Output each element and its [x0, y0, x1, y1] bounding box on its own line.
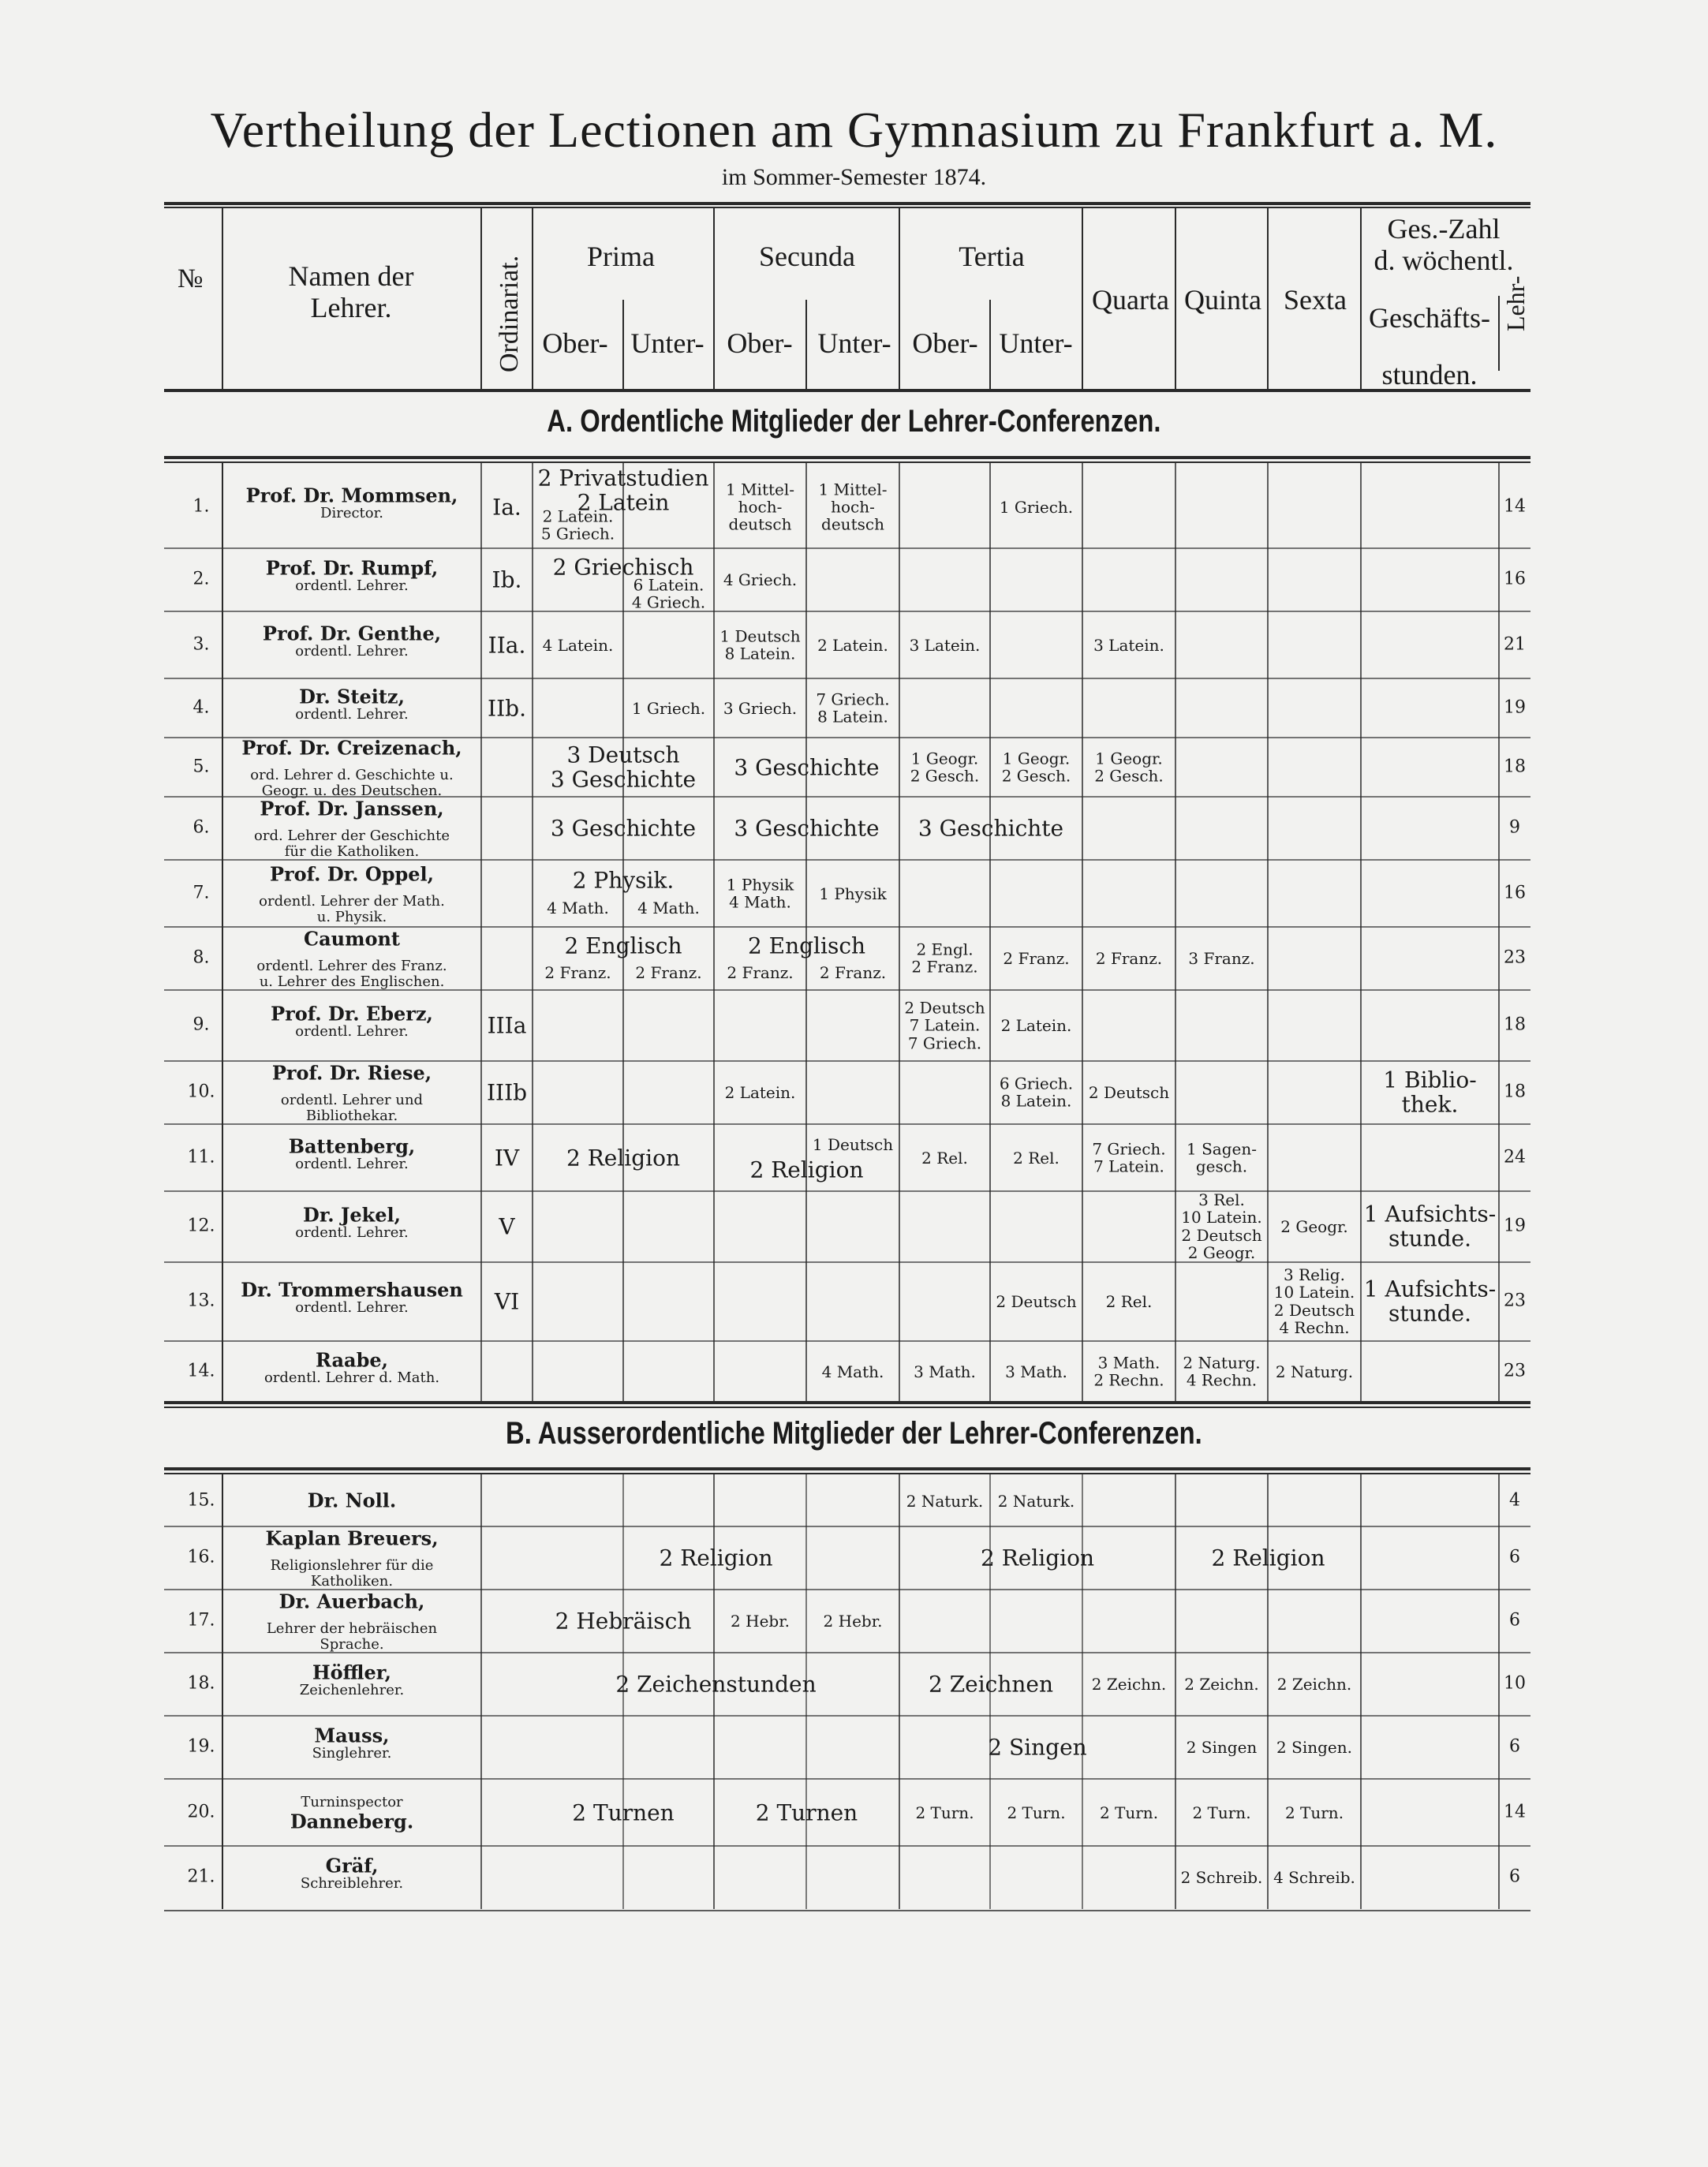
weekly-hours-total: 16 — [1504, 883, 1526, 903]
rows-cell-tert-unter: 2 Franz. — [1003, 948, 1070, 968]
rows-cell-sec-unter: 7 Griech. 8 Latein. — [816, 689, 890, 727]
rows_b-row-number: 16. — [187, 1547, 215, 1567]
rows_b-row-number: 18. — [187, 1673, 215, 1694]
ordinariat-class: Ia. — [492, 493, 521, 520]
weekly-hours-total: 23 — [1504, 1291, 1526, 1311]
teacher-name: Prof. Dr. Genthe, — [262, 622, 442, 645]
rows-cell-quarta: 2 Franz. — [1095, 948, 1163, 968]
rows-row-number: 10. — [187, 1082, 215, 1102]
rows-row-number: 11. — [187, 1147, 215, 1168]
rows_b-cell-tert-ober: 2 Turn. — [915, 1803, 974, 1822]
teacher-name: Dr. Noll. — [307, 1489, 397, 1512]
rows-cell-sec-span: 2 Englisch — [747, 932, 866, 959]
rows_b-cell-ps-span: 2 Religion — [659, 1545, 773, 1571]
teacher-name: Dr. Auerbach, — [278, 1590, 425, 1613]
header-stunden: stunden. — [1381, 359, 1478, 390]
header-secunda-ober: Ober- — [727, 327, 793, 359]
header-secunda: Secunda — [759, 241, 855, 272]
teacher-name: Höffler, — [312, 1661, 392, 1684]
teacher-name: Danneberg. — [290, 1810, 414, 1833]
rows-row-number: 2. — [192, 569, 210, 589]
teacher-name: Raabe, — [315, 1348, 389, 1372]
rows-cell-tert-unter: 2 Latein. — [1000, 1015, 1072, 1035]
header-ordinariat: Ordinariat. — [495, 255, 524, 372]
rows-cell-sec-unter: 1 Mittel- hoch- deutsch — [818, 479, 888, 534]
ordinariat-class: Ib. — [491, 566, 522, 593]
teacher-role: Schreiblehrer. — [300, 1874, 404, 1892]
teacher-role: ord. Lehrer der Geschichte für die Katholiken. — [254, 827, 450, 860]
rows-cell-ges: 1 Aufsichts- stunde. — [1363, 1276, 1497, 1327]
header-tertia-ober: Ober- — [912, 327, 978, 359]
rows-cell-tert-ober: 2 Rel. — [921, 1148, 968, 1168]
ordinariat-class: IIIb — [486, 1079, 528, 1106]
rows-cell-quinta: 3 Rel. 10 Latein. 2 Deutsch 2 Geogr. — [1181, 1190, 1262, 1263]
rows-cell-sec-ober: 2 Latein. — [724, 1082, 796, 1102]
weekly-hours-total: 23 — [1504, 1361, 1526, 1381]
header-quarta: Quarta — [1092, 284, 1169, 316]
rows-cell-sec-ober: 2 Franz. — [727, 962, 794, 982]
rows_b-cell-tert-span: 2 Zeichnen — [928, 1671, 1054, 1698]
rows-cell-ges: 1 Aufsichts- stunde. — [1363, 1201, 1497, 1252]
rows_b-cell-sec-unter: 2 Hebr. — [823, 1611, 883, 1631]
rows-cell-tert-unter: 1 Geogr. 2 Gesch. — [1001, 749, 1071, 786]
rows_b-cell-qs-span: 2 Religion — [1211, 1545, 1325, 1571]
teacher-name: Prof. Dr. Mommsen, — [245, 484, 458, 507]
rows-cell-quinta: 1 Sagen- gesch. — [1187, 1139, 1257, 1176]
page-title: Vertheilung der Lectionen am Gymnasium zu Frankfurt a. M. — [210, 102, 1498, 158]
rows-cell-tert-ober: 2 Deutsch 7 Latein. 7 Griech. — [904, 998, 985, 1053]
weekly-hours-total: 19 — [1504, 1216, 1526, 1236]
rows_b-cell-tert-unter: 2 Turn. — [1007, 1803, 1066, 1822]
rows_b-row-number: 21. — [187, 1866, 215, 1887]
teacher-name: Dr. Steitz, — [299, 685, 405, 708]
rows-row-number: 4. — [192, 697, 210, 718]
rows-cell-tert-ober: 1 Geogr. 2 Gesch. — [910, 749, 980, 786]
rows-cell-prima-unter: 2 Franz. — [635, 962, 702, 982]
rows-cell-tert-span: 3 Geschichte — [918, 815, 1064, 842]
header-names: Namen der Lehrer. — [288, 260, 414, 324]
weekly-hours-total: 6 — [1509, 1547, 1520, 1567]
rows-cell-quinta: 3 Franz. — [1188, 948, 1255, 968]
rows-cell-prima-ober: 4 Math. — [547, 898, 609, 917]
rows-cell-sec-unter: 1 Deutsch — [812, 1134, 894, 1154]
ordinariat-class: IIb. — [488, 694, 526, 721]
rows-cell-sexta: 2 Geogr. — [1280, 1216, 1348, 1236]
weekly-hours-total: 6 — [1509, 1866, 1520, 1887]
rows-cell-prima-span: 3 Deutsch 3 Geschichte — [550, 742, 697, 793]
header-ges-zahl: Ges.-Zahl d. wöchentl. — [1374, 213, 1514, 277]
weekly-hours-total: 18 — [1504, 1082, 1526, 1102]
weekly-hours-total: 4 — [1509, 1490, 1520, 1511]
rows-cell-prima-span: 2 Englisch — [564, 932, 682, 959]
weekly-hours-total: 16 — [1504, 569, 1526, 589]
teacher-role: ordentl. Lehrer. — [295, 1022, 409, 1040]
teacher-role: Lehrer der hebräischen Sprache. — [266, 1620, 438, 1653]
rows-cell-sec-span: 3 Geschichte — [734, 815, 880, 842]
rows-cell-sec-ober: 1 Deutsch 8 Latein. — [719, 626, 801, 663]
rows-cell-sec-unter: 2 Latein. — [817, 635, 888, 655]
rows-cell-quinta: 2 Naturg. 4 Rechn. — [1183, 1353, 1261, 1390]
weekly-hours-total: 23 — [1504, 947, 1526, 968]
teacher-name: Kaplan Breuers, — [265, 1526, 439, 1550]
rows_b-cell-sexta: 4 Schreib. — [1273, 1867, 1355, 1887]
rows_b-cell-quinta: 2 Turn. — [1192, 1803, 1251, 1822]
teacher-role: ordentl. Lehrer. — [295, 577, 409, 594]
rows-cell-tert-ober: 3 Latein. — [909, 635, 981, 655]
rows-cell-tert-unter: 1 Griech. — [999, 497, 1074, 517]
header-prima-ober: Ober- — [542, 327, 608, 359]
rows-cell-sec-unter: 1 Physik — [819, 884, 887, 903]
rows-cell-prima-unter: 1 Griech. — [631, 698, 706, 718]
rows_b-cell-quinta: 2 Singen — [1186, 1737, 1258, 1757]
weekly-hours-total: 14 — [1504, 1802, 1526, 1822]
rows-row-number: 9. — [192, 1014, 210, 1035]
header-secunda-unter: Unter- — [817, 327, 891, 359]
rows-cell-quarta: 2 Deutsch — [1088, 1082, 1170, 1102]
weekly-hours-total: 18 — [1504, 1014, 1526, 1035]
rows_b-cell-ps-span: 2 Zeichenstunden — [615, 1671, 817, 1698]
rows-row-number: 13. — [187, 1291, 215, 1311]
teacher-role: Director. — [320, 504, 383, 521]
teacher-role: ordentl. Lehrer der Math. u. Physik. — [259, 892, 445, 925]
weekly-hours-total: 6 — [1509, 1736, 1520, 1757]
teacher-role: ordentl. Lehrer. — [295, 1298, 409, 1316]
rows-row-number: 12. — [187, 1216, 215, 1236]
header-quinta: Quinta — [1184, 284, 1261, 316]
rows-row-number: 6. — [192, 817, 210, 838]
rows-cell-sexta: 2 Naturg. — [1275, 1362, 1354, 1381]
weekly-hours-total: 21 — [1504, 634, 1526, 655]
rows-cell-prima-span: 3 Geschichte — [550, 815, 697, 842]
ordinariat-class: V — [499, 1213, 515, 1240]
rows_b-row-number: 19. — [187, 1736, 215, 1757]
rows-cell-quarta: 2 Rel. — [1105, 1291, 1153, 1311]
rows-cell-prima-ober: 2 Latein. 5 Griech. — [540, 506, 615, 544]
teacher-name: Caumont — [303, 927, 401, 951]
page-subtitle: im Sommer-Semester 1874. — [721, 164, 987, 190]
rows-row-number: 1. — [192, 496, 210, 517]
rows-cell-tert-unter: 6 Griech. 8 Latein. — [999, 1074, 1074, 1111]
rows_b-cell-prima-span: 2 Hebräisch — [555, 1608, 692, 1635]
ordinariat-class: VI — [494, 1288, 520, 1315]
teacher-role: ordentl. Lehrer und Bibliothekar. — [280, 1091, 424, 1124]
rows-cell-tert-unter: 2 Rel. — [1013, 1148, 1060, 1168]
teacher-name: Dr. Trommershausen — [241, 1278, 463, 1302]
rows-row-number: 5. — [192, 757, 210, 777]
rows-cell-sec-ober: 3 Griech. — [723, 698, 798, 718]
ordinariat-class: IIa. — [488, 631, 526, 658]
teacher-name: Prof. Dr. Oppel, — [269, 862, 435, 886]
rows_b-cell-sexta: 2 Singen. — [1276, 1737, 1352, 1757]
rows-cell-quarta: 3 Latein. — [1093, 635, 1164, 655]
rows_b-cell-quarta: 2 Turn. — [1099, 1803, 1159, 1822]
rows-cell-quarta: 1 Geogr. 2 Gesch. — [1094, 749, 1164, 786]
header-number: № — [178, 264, 204, 293]
teacher-name: Prof. Dr. Rumpf, — [265, 556, 439, 580]
teacher-role: Zeichenlehrer. — [299, 1681, 405, 1698]
rows-cell-sec-unter: 2 Franz. — [819, 962, 887, 982]
rows-row-number: 8. — [192, 947, 210, 968]
rows-cell-tert-unter: 2 Deutsch — [996, 1291, 1077, 1311]
teacher-role: Singlehrer. — [312, 1744, 392, 1762]
weekly-hours-total: 6 — [1509, 1610, 1520, 1631]
rows_b-cell-tq-span: 2 Singen — [988, 1734, 1087, 1761]
rows-cell-prima-ober: 4 Latein. — [542, 635, 614, 655]
rows-cell-prima-ober: 2 Franz. — [544, 962, 611, 982]
rows-cell-prima-span: 2 Privatstudien 2 Latein — [537, 465, 709, 516]
rows-row-number: 3. — [192, 634, 210, 655]
teacher-name: Battenberg, — [288, 1134, 416, 1158]
rows-row-number: 14. — [187, 1361, 215, 1381]
weekly-hours-total: 19 — [1504, 697, 1526, 718]
rows_b-cell-prima-span: 2 Turnen — [572, 1799, 675, 1825]
header-prima-unter: Unter- — [630, 327, 705, 359]
teacher-name: Prof. Dr. Riese, — [271, 1061, 432, 1085]
weekly-hours-total: 18 — [1504, 757, 1526, 777]
teacher-role: ordentl. Lehrer. — [295, 1155, 409, 1172]
rows-cell-sexta: 3 Relig. 10 Latein. 2 Deutsch 4 Rechn. — [1273, 1265, 1355, 1338]
rows-cell-sec-ober: 1 Physik 4 Math. — [726, 875, 794, 912]
weekly-hours-total: 24 — [1504, 1147, 1526, 1168]
header-geschaefts: Geschäfts- — [1369, 302, 1490, 334]
rows-cell-prima-span: 2 Physik. — [572, 866, 675, 893]
teacher-role: ordentl. Lehrer des Franz. u. Lehrer des Englischen. — [256, 957, 447, 990]
rows_b-cell-quarta: 2 Zeichn. — [1091, 1674, 1167, 1694]
section-a-title: A. Ordentliche Mitglieder der Lehrer-Conferenzen. — [547, 404, 1161, 439]
teacher-name: Prof. Dr. Janssen, — [260, 797, 444, 820]
rows-cell-prima-unter: 4 Math. — [637, 898, 700, 917]
header-tertia-unter: Unter- — [999, 327, 1073, 359]
teacher-name: Mauss, — [314, 1724, 390, 1747]
rows-cell-prima-span: 2 Religion — [566, 1144, 681, 1171]
rows-row-number: 7. — [192, 883, 210, 903]
rows_b-cell-sec-span: 2 Turnen — [755, 1799, 858, 1825]
teacher-name: Prof. Dr. Eberz, — [271, 1002, 433, 1026]
rows-cell-sec-ober: 4 Griech. — [723, 570, 798, 589]
header-prima: Prima — [587, 241, 655, 272]
rows-cell-quarta: 3 Math. 2 Rechn. — [1093, 1353, 1164, 1390]
teacher-role: ordentl. Lehrer. — [295, 1224, 409, 1241]
ordinariat-class: IIIa — [487, 1012, 527, 1039]
rows-cell-tert-ober: 2 Engl. 2 Franz. — [911, 940, 978, 977]
rows-cell-ges: 1 Biblio- thek. — [1383, 1067, 1477, 1118]
rows_b-cell-tert-unter: 2 Naturk. — [997, 1491, 1075, 1511]
teacher-role: ordentl. Lehrer. — [295, 642, 409, 659]
weekly-hours-total: 10 — [1504, 1673, 1526, 1694]
rows-cell-sec-unter: 4 Math. — [821, 1362, 884, 1381]
rows-cell-sec-span: 2 Religion — [749, 1156, 864, 1183]
header-tertia: Tertia — [959, 241, 1025, 272]
header-lehr: Lehr- — [1501, 275, 1530, 331]
rows-cell-sec-span: 3 Geschichte — [734, 753, 880, 780]
weekly-hours-total: 9 — [1509, 817, 1520, 838]
rows-cell-tert-unter: 3 Math. — [1005, 1362, 1067, 1381]
rows_b-cell-sexta: 2 Turn. — [1284, 1803, 1344, 1822]
rows-cell-sec-ober: 1 Mittel- hoch- deutsch — [725, 479, 795, 534]
teacher-role: ord. Lehrer d. Geschichte u. Geogr. u. des Deutschen. — [250, 766, 454, 799]
teacher-role: Religionslehrer für die Katholiken. — [270, 1556, 434, 1590]
teacher-role: ordentl. Lehrer d. Math. — [263, 1369, 440, 1386]
rows_b-row-number: 17. — [187, 1610, 215, 1631]
rows-cell-quarta: 7 Griech. 7 Latein. — [1092, 1139, 1166, 1176]
rows_b-cell-sexta: 2 Zeichn. — [1276, 1674, 1352, 1694]
rows-cell-prima-span: 2 Griechisch — [552, 554, 694, 581]
rows_b-cell-quinta: 2 Schreib. — [1180, 1867, 1263, 1887]
ordinariat-class: IV — [494, 1144, 520, 1171]
weekly-hours-total: 14 — [1504, 496, 1526, 517]
rows-cell-tert-ober: 3 Math. — [914, 1362, 976, 1381]
teacher-role: ordentl. Lehrer. — [295, 705, 409, 723]
section-b-title: B. Ausserordentliche Mitglieder der Lehrer-Conferenzen. — [506, 1416, 1202, 1451]
rows_b-cell-quinta: 2 Zeichn. — [1184, 1674, 1259, 1694]
rows_b-cell-sec-ober: 2 Hebr. — [731, 1611, 790, 1631]
rows_b-cell-tq-span: 2 Religion — [980, 1545, 1095, 1571]
rows_b-row-number: 20. — [187, 1802, 215, 1822]
teacher-name: Gräf, — [325, 1854, 379, 1877]
teacher-name: Dr. Jekel, — [303, 1203, 401, 1227]
header-sexta: Sexta — [1284, 284, 1347, 316]
rows_b-cell-tert-ober: 2 Naturk. — [906, 1491, 984, 1511]
teacher-name: Prof. Dr. Creizenach, — [241, 736, 462, 760]
rows_b-row-number: 15. — [187, 1490, 215, 1511]
teacher-title: Turninspector — [301, 1793, 403, 1810]
rows-cell-prima-unter: 6 Latein. 4 Griech. — [631, 575, 706, 612]
